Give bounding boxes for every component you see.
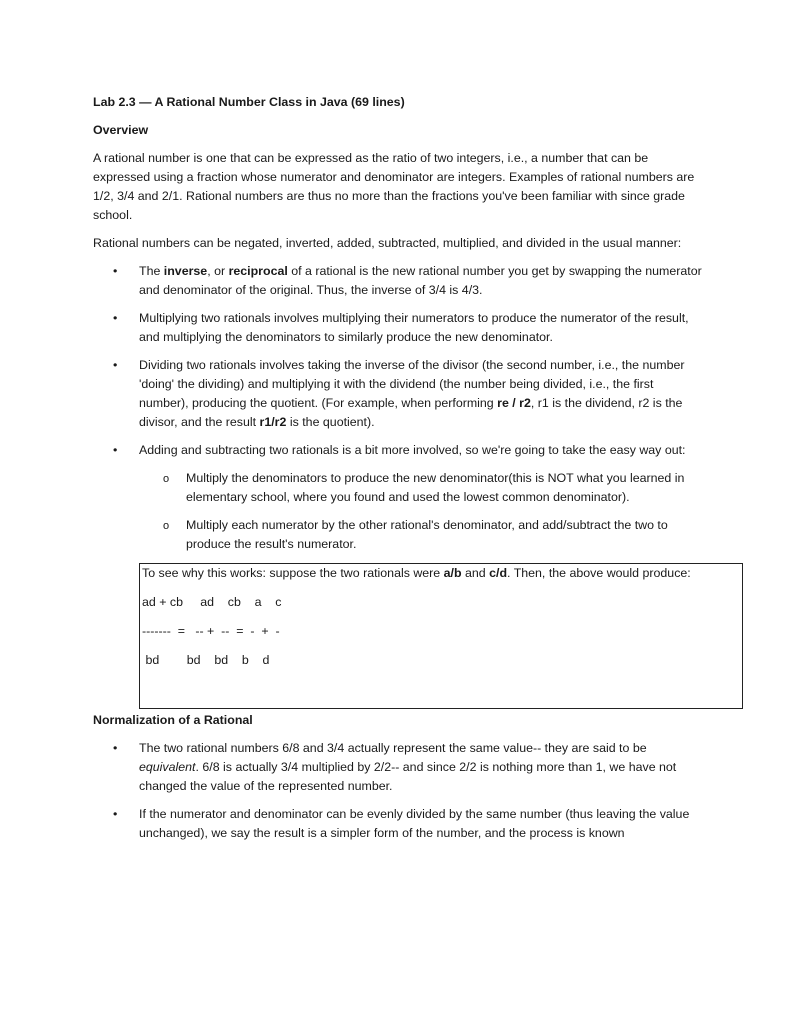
box-intro: To see why this works: suppose the two rationals were a/b and c/d. Then, the above would produce: — [142, 566, 691, 580]
overview-heading: Overview — [93, 123, 149, 137]
list-item-inverse: • The inverse, or reciprocal of a rational is the new rational number you get by swapping the numerator and denominator of the original. Thus, the inverse of 3/4 is 4/3. — [113, 264, 702, 297]
term-a-b: a/b — [443, 566, 462, 580]
code-r1-r2: r1/r2 — [259, 415, 287, 429]
list-item-simpler-form: • If the numerator and denominator can be evenly divided by the same number (thus leaving the value unchanged), we say the result is a simpler form of the number, and the process is known — [113, 807, 690, 840]
sub-bullet-icon: o — [163, 473, 170, 485]
term-inverse: inverse — [163, 264, 208, 278]
sub-bullet-icon: o — [163, 520, 170, 532]
list-item-adding: • Adding and subtracting two rationals is a bit more involved, so we're going to take the easy way out: — [93, 441, 703, 460]
list-item-equivalent: • The two rational numbers 6/8 and 3/4 actually represent the same value-- they are said to be equivalent. 6/8 is actually 3/4 multiplied by 2/2-- and since 2/2 is nothing more than 1, we have not changed the value of the represented number. — [113, 741, 677, 793]
term-reciprocal: reciprocal — [228, 264, 288, 278]
document-page — [93, 93, 703, 852]
bullet-icon: • — [113, 264, 118, 278]
example-box — [139, 563, 743, 709]
bullet-icon: • — [113, 807, 118, 821]
lab-title: Lab 2.3 — A Rational Number Class in Java (69 lines) — [93, 95, 405, 109]
list-item-multiplying: • Multiplying two rationals involves multiplying their numerators to produce the numerator of the result, and multiplying the denominators to similarly produce the new denominator. — [113, 311, 689, 344]
bullet-icon: • — [113, 741, 118, 755]
normalization-heading: Normalization of a Rational — [93, 713, 253, 727]
operations-list — [93, 262, 703, 554]
bullet-icon: • — [113, 358, 118, 372]
bullet-icon: • — [113, 311, 118, 325]
normalization-list — [93, 739, 703, 843]
bullet-icon: • — [113, 443, 118, 457]
overview-paragraph-1: A rational number is one that can be expressed as the ratio of two integers, i.e., a number that can be expressed using a fraction whose numerator and denominator are integers. Examples of rational numbers are 1/2, 3/4 and 2/1. Rational numbers are thus no more than the fractions you've been familiar with since grade school. — [93, 151, 695, 222]
sub-item-numerators: o Multiply each numerator by the other rational's denominator, and add/subtract the two to produce the result's numerator. — [163, 518, 668, 551]
formula-bars: ------- = -- + -- = - + - — [142, 624, 280, 638]
overview-paragraph-2: Rational numbers can be negated, inverted, added, subtracted, multiplied, and divided in the usual manner: — [93, 236, 682, 250]
term-c-d: c/d — [489, 566, 508, 580]
formula-numerators: ad + cb ad cb a c — [142, 595, 282, 609]
term-equivalent: equivalent — [139, 760, 196, 774]
sub-item-denominators: o Multiply the denominators to produce the new denominator(this is NOT what you learned in elementary school, where you found and used the lowest common denominator). — [163, 471, 685, 504]
formula-denominators: bd bd bd b d — [142, 653, 270, 667]
code-re-r2: re / r2 — [497, 396, 531, 410]
list-item-dividing: • Dividing two rationals involves taking the inverse of the divisor (the second number, i.e., the number 'doing' the dividing) and multiplying it with the dividend (the number being divided, i.e., the first number), producing the quotient. (For example, when performing re / r2, r1 is the dividend, r2 is the divisor, and the result r1/r2 is the quotient). — [113, 358, 685, 429]
